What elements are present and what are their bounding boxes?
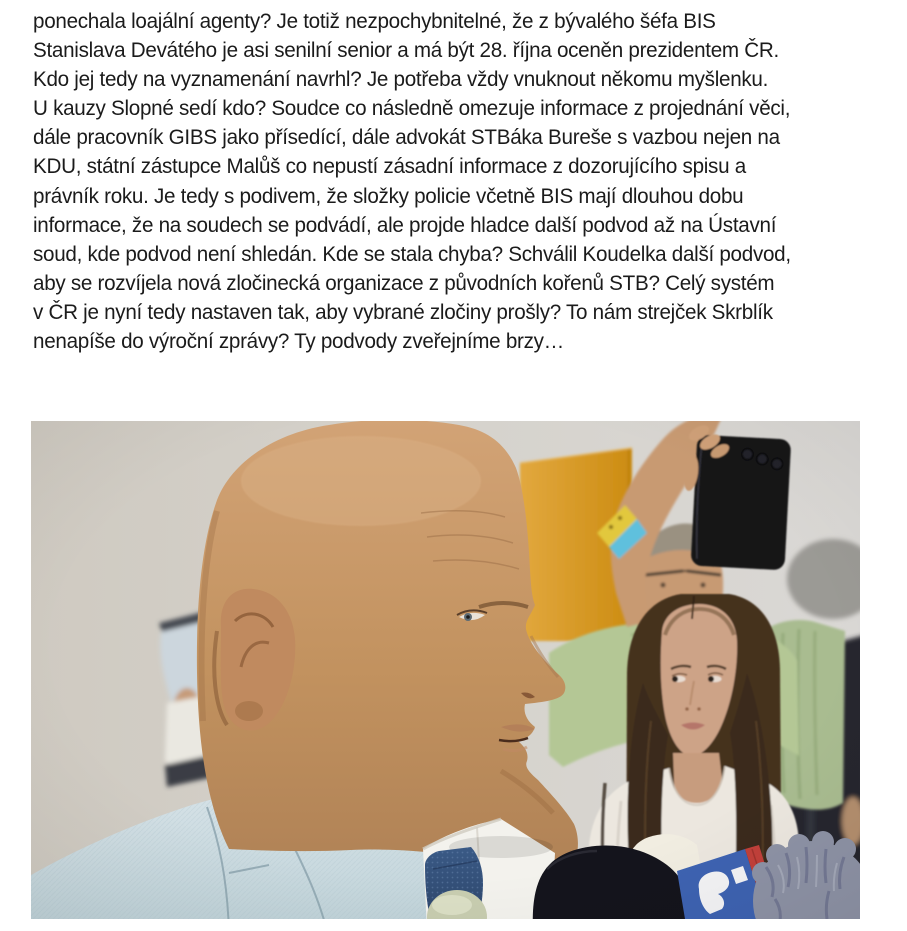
paragraph-line: aby se rozvíjela nová zločinecká organizace z původních kořenů STB? Celý systém <box>33 270 775 295</box>
paragraph-line: právník roku. Je tedy s podivem, že složky policie včetně BIS mají dlouhou dobu <box>33 183 744 208</box>
paragraph-line: soud, kde podvod není shledán. Kde se stala chyba? Schválil Koudelka další podvod, <box>33 241 791 266</box>
paragraph-line: ponechala loajální agenty? Je totiž nezpochybnitelné, že z bývalého šéfa BIS <box>33 9 716 33</box>
article-photo <box>31 421 860 919</box>
interview-photo-illustration <box>31 421 860 919</box>
article-paragraph <box>33 7 791 356</box>
paragraph-line: nenapíše do výroční zprávy? Ty podvody zveřejníme brzy… <box>33 329 565 354</box>
paragraph-line: KDU, státní zástupce Malůš co nepustí zásadní informace z dozorujícího spisu a <box>33 154 746 179</box>
paragraph-line: Stanislava Devátého je asi senilní senior a má být 28. října oceněn prezidentem ČR. <box>33 38 779 63</box>
paragraph-line: U kauzy Slopné sedí kdo? Soudce co následně omezuje informace z projednání věci, <box>33 96 791 121</box>
paragraph-line: Kdo jej tedy na vyznamenání navrhl? Je potřeba vždy vnuknout někomu myšlenku. <box>33 67 769 92</box>
vignette-overlay <box>31 421 860 919</box>
paragraph-line: v ČR je nyní tedy nastaven tak, aby vybrané zločiny prošly? To nám strejček Skrblík <box>33 299 773 324</box>
paragraph-line: dále pracovník GIBS jako přísedící, dále advokát STBáka Bureše s vazbou nejen na <box>33 125 780 150</box>
paragraph-line: informace, že na soudech se podvádí, ale projde hladce další podvod až na Ústavní <box>33 212 777 237</box>
